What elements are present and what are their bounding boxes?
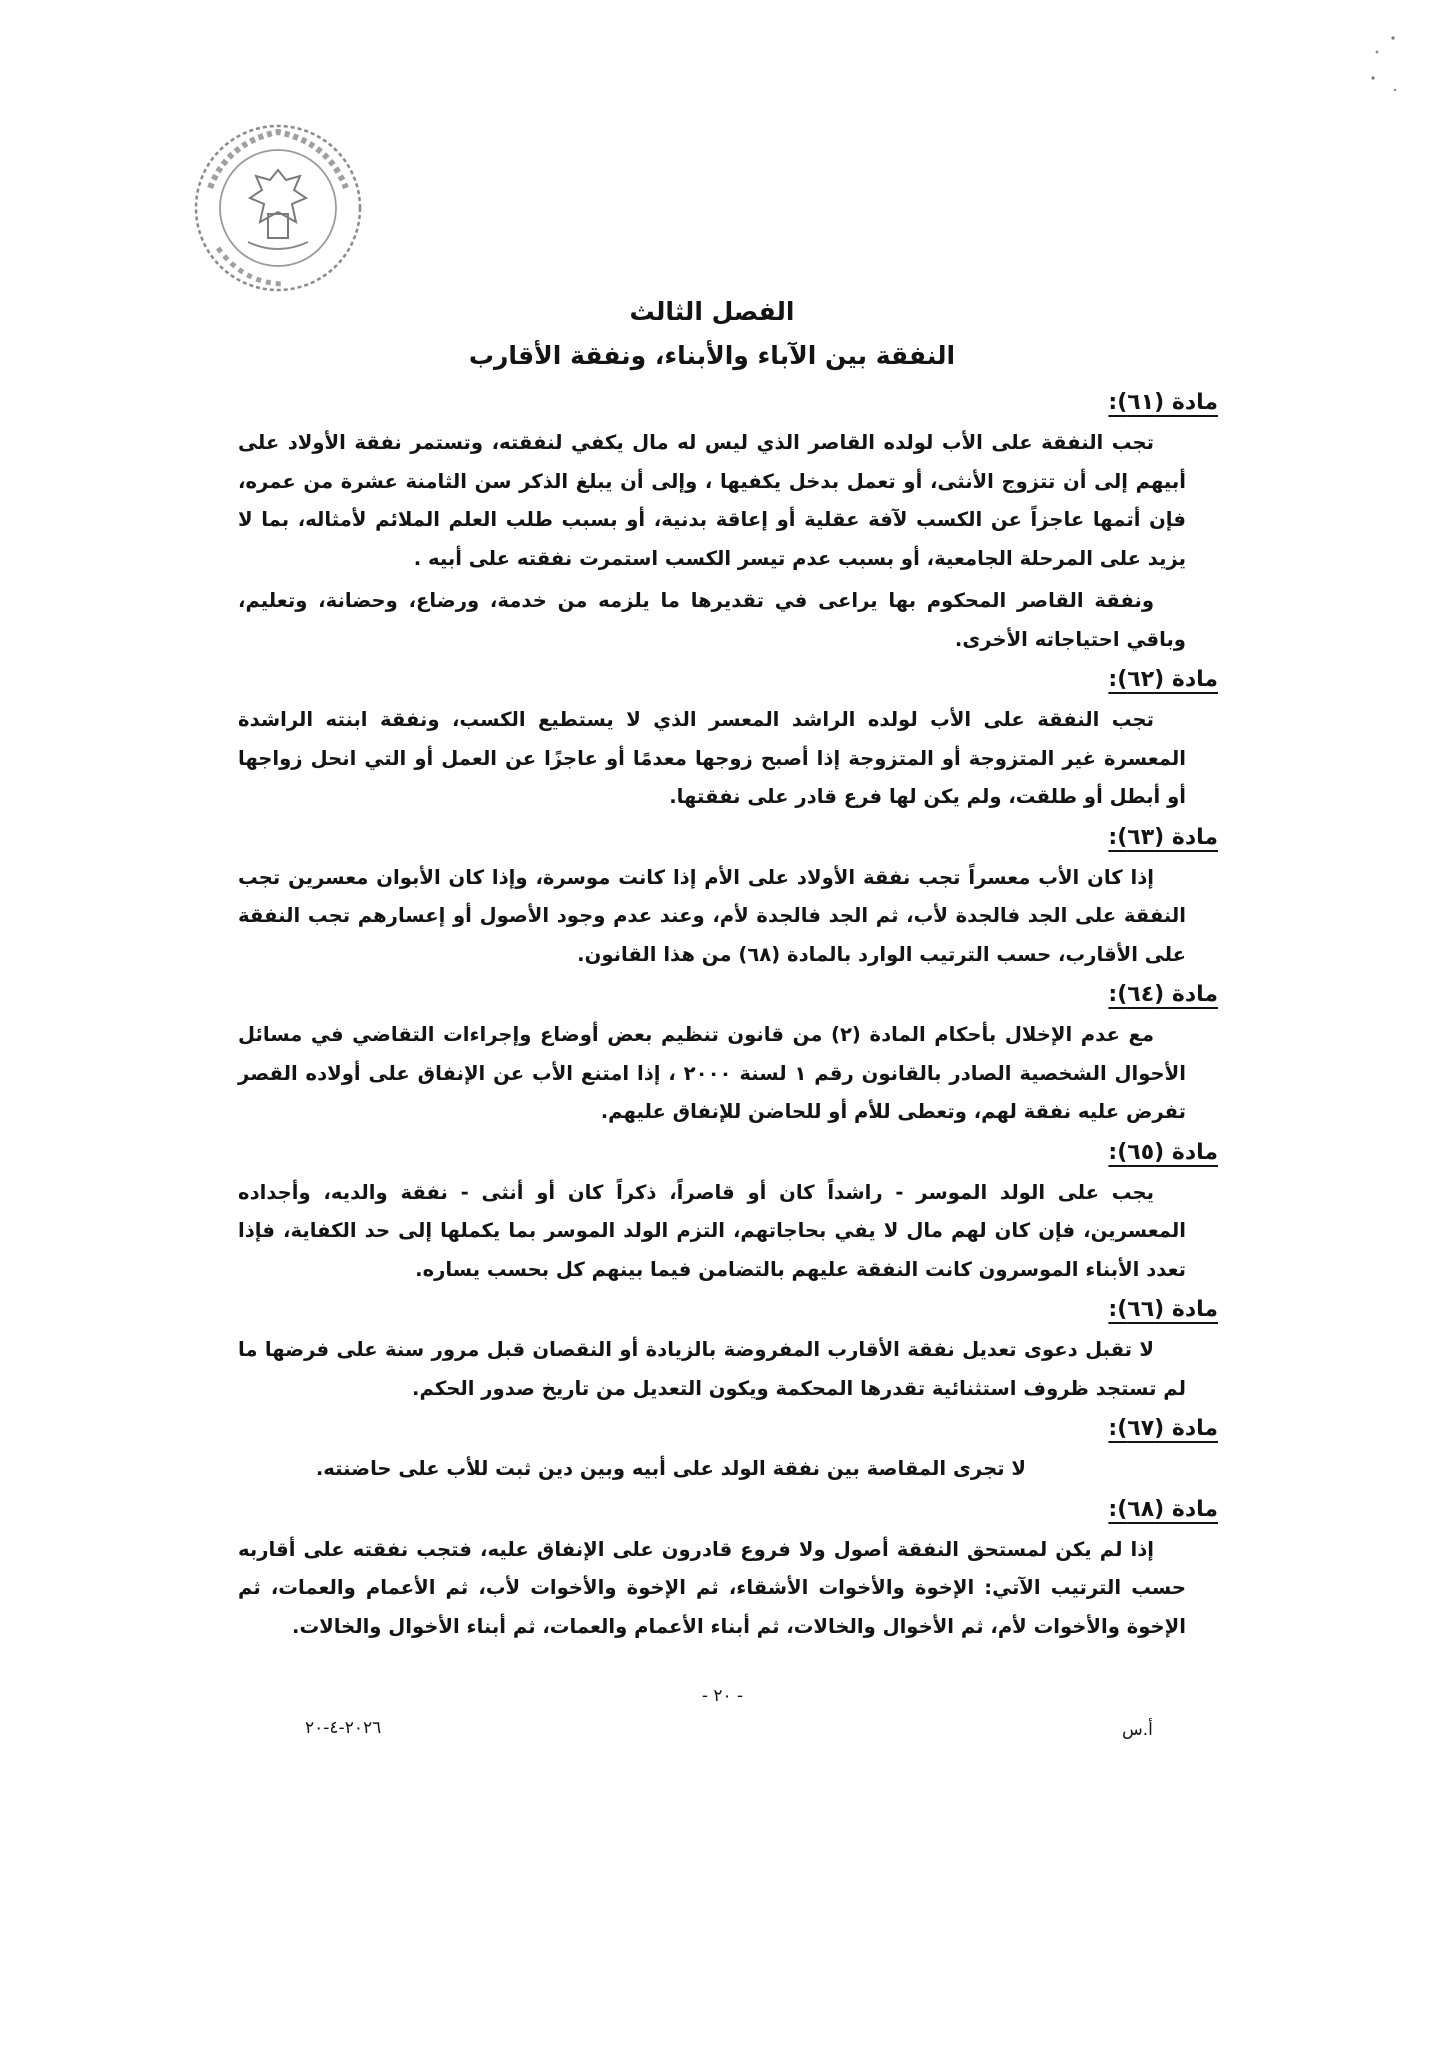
page-number: - ٢٠ - [701, 1686, 744, 1706]
article-paragraph: لا تجرى المقاصة بين نفقة الولد على أبيه وبين دين ثبت للأب على حاضنته. [315, 1457, 1026, 1480]
article-heading: مادة (٦٨): [1108, 1496, 1218, 1522]
article-heading: مادة (٦١): [1108, 390, 1218, 415]
article-67 [238, 1412, 1218, 1489]
article-paragraph: إذا كان الأب معسراً تجب نفقة الأولاد على الأم إذا كانت موسرة، وإذا كان الأبوان معسرين تجب النفقة على الجد فالجدة لأب، ثم الجد فالجدة لأم، وعند عدم وجود الأصول أو إعسارهم تجب النفقة على الأقارب، حسب الترتيب الوارد بالمادة (٦٨) من هذا القانون. [238, 865, 1186, 966]
document-body [238, 292, 1218, 1650]
article-64 [238, 978, 1218, 1132]
article-paragraph: تجب النفقة على الأب لولده القاصر الذي ليس له مال يكفي لنفقته، وتستمر نفقة الأولاد على أبيهم إلى أن تتزوج الأنثى، أو تعمل بدخل يكفيها ، وإلى أن يبلغ الذكر سن الثامنة عشرة من عمره، فإن أتمها عاجزاً عن الكسب لآفة عقلية أو إعاقة بدنية، أو بسبب طلب العلم الملائم لأمثاله، بما لا يزيد على المرحلة الجامعية، أو بسبب عدم تيسر الكسب استمرت نفقته على أبيه . [238, 431, 1186, 570]
article-paragraph: إذا لم يكن لمستحق النفقة أصول ولا فروع قادرون على الإنفاق عليه، فتجب نفقته على أقاربه حسب الترتيب الآتي: الإخوة والأخوات الأشقاء، ثم الإخوة والأخوات لأب، ثم الأعمام والعمات، ثم الإخوة والأخوات لأم، ثم الأخوال والخالات، ثم أبناء الأعمام والعمات، ثم أبناء الأخوال والخالات. [238, 1537, 1186, 1638]
article-heading: مادة (٦٢): [1108, 667, 1218, 692]
article-heading: مادة (٦٤): [1108, 982, 1218, 1007]
article-paragraph: مع عدم الإخلال بأحكام المادة (٢) من قانون تنظيم بعض أوضاع وإجراءات التقاضي في مسائل الأحوال الشخصية الصادر بالقانون رقم ١ لسنة ٢٠٠٠ ، إذا امتنع الأب عن الإنفاق على أولاده القصر تفرض عليه نفقة لهم، وتعطى للأم أو للحاضن للإنفاق عليهم. [238, 1023, 1186, 1123]
scan-speckle-marks [1365, 30, 1405, 100]
footer-date: ٢٠٢٦-٤-٢٠ [305, 1718, 382, 1738]
chapter-title: الفصل الثالث [629, 297, 795, 326]
article-paragraph: لا تقبل دعوى تعديل نفقة الأقارب المفروضة بالزيادة أو النقصان قبل مرور سنة على فرضها ما لم تستجد ظروف استثنائية تقدرها المحكمة ويكون التعديل من تاريخ صدور الحكم. [238, 1338, 1186, 1400]
article-heading: مادة (٦٣): [1108, 824, 1218, 850]
article-68 [238, 1493, 1218, 1647]
article-66 [238, 1293, 1218, 1408]
article-62 [238, 663, 1218, 817]
article-heading: مادة (٦٦): [1108, 1297, 1218, 1322]
article-61 [238, 386, 1218, 659]
article-63 [238, 821, 1218, 975]
official-seal-stamp [188, 118, 368, 298]
article-paragraph: يجب على الولد الموسر - راشداً كان أو قاصراً، ذكراً كان أو أنثى - نفقة والديه، وأجداده المعسرين، فإن كان لهم مال لا يفي بحاجاتهم، التزم الولد الموسر بما يكملها إلى حد الكفاية، فإذا تعدد الأبناء الموسرون كانت النفقة عليهم بالتضامن فيما بينهم كل بحسب يساره. [238, 1180, 1186, 1281]
article-65 [238, 1136, 1218, 1290]
article-heading: مادة (٦٥): [1108, 1139, 1218, 1165]
article-paragraph: ونفقة القاصر المحكوم بها يراعى في تقديرها ما يلزمه من خدمة، ورضاع، وحضانة، وتعليم، وباقي احتياجاته الأخرى. [238, 589, 1186, 651]
article-paragraph: تجب النفقة على الأب لولده الراشد المعسر الذي لا يستطيع الكسب، ونفقة ابنته الراشدة المعسرة غير المتزوجة أو المتزوجة إذا أصبح زوجها معدمًا أو عاجزًا عن العمل أو التي انحل زواجها أو أبطل أو طلقت، ولم يكن لها فرع قادر على نفقتها. [238, 708, 1186, 808]
footer-initials: أ.س [1122, 1720, 1153, 1740]
article-heading: مادة (٦٧): [1108, 1416, 1218, 1441]
chapter-subtitle: النفقة بين الآباء والأبناء، ونفقة الأقارب [468, 341, 956, 370]
